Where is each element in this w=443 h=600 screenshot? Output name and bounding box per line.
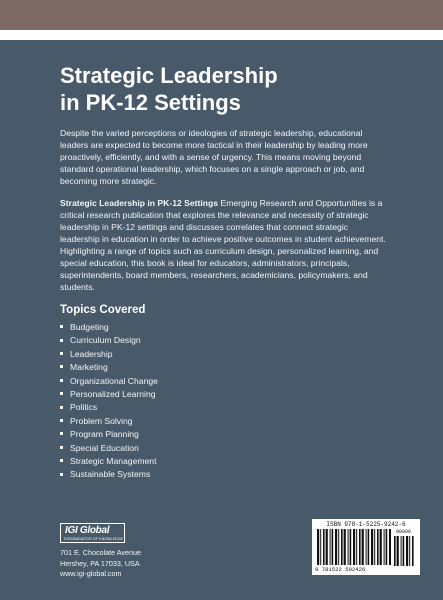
- topic-label: Personalized Learning: [70, 389, 156, 400]
- publisher-logo-name: IGI Global: [65, 525, 110, 536]
- barcode-bar: [406, 536, 408, 566]
- bullet-icon: [60, 406, 63, 409]
- publisher-logo-tagline: DISSEMINATOR OF KNOWLEDGE: [64, 537, 124, 541]
- topic-item: [60, 401, 158, 414]
- barcode-bar: [371, 529, 373, 565]
- topic-label: Leadership: [70, 348, 113, 359]
- barcode-bars: [317, 529, 391, 565]
- bullet-icon: [60, 352, 63, 355]
- topic-label: Marketing: [70, 362, 108, 373]
- topic-label: Budgeting: [70, 322, 109, 332]
- address-line-2: Hershey, PA 17033, USA: [60, 558, 140, 568]
- barcode-bar: [374, 529, 375, 565]
- topic-item: [60, 388, 158, 401]
- topic-label: Organizational Change: [70, 375, 158, 386]
- bullet-icon: [60, 473, 63, 476]
- topic-label: Program Planning: [70, 429, 139, 440]
- barcode-bar: [401, 536, 402, 566]
- barcode-bar: [389, 529, 391, 565]
- topic-label: Strategic Management: [70, 456, 157, 467]
- barcode-bar: [377, 529, 379, 565]
- barcode-bar: [362, 529, 364, 565]
- barcode-bar: [348, 529, 349, 565]
- barcode-bar: [386, 529, 388, 565]
- barcode-bar: [384, 529, 385, 565]
- intro-paragraph: Despite the varied perceptions or ideologies of strategic leadership, educational leaders are expected to become more tactical in their leadership by leading more proactively, efficiently, and with a sense of urgency. This means moving beyond standard operational leadership, which focuses on a single approach or job, and becoming more strategic.: [60, 128, 368, 186]
- barcode-bar: [403, 536, 405, 566]
- publisher-block: [60, 523, 141, 580]
- barcode-bar: [320, 529, 321, 565]
- bullet-icon: [60, 419, 63, 422]
- barcode-bar: [412, 536, 414, 566]
- book-title: [60, 62, 400, 116]
- barcode-bar: [397, 536, 399, 566]
- topic-item: [60, 468, 158, 481]
- topic-label: Problem Solving: [70, 415, 133, 426]
- topic-label: Special Education: [70, 442, 139, 453]
- barcode-bar: [344, 529, 346, 565]
- barcode-bar: [350, 529, 352, 565]
- topic-item: [60, 375, 158, 388]
- barcode-bar: [409, 536, 410, 566]
- topic-item: [60, 442, 158, 455]
- barcode-bar: [359, 529, 361, 565]
- topic-item: [60, 321, 158, 334]
- top-white-stripe: [0, 30, 443, 40]
- topic-item: [60, 415, 158, 428]
- barcode-price-code: 90000: [396, 529, 412, 535]
- barcode-bar: [356, 529, 357, 565]
- barcode-bar: [326, 529, 328, 565]
- bullet-icon: [60, 392, 63, 395]
- barcode-bar: [341, 529, 343, 565]
- topic-item: [60, 334, 158, 347]
- bullet-icon: [60, 446, 63, 449]
- bullet-icon: [60, 339, 63, 342]
- bullet-icon: [60, 379, 63, 382]
- topic-item: [60, 428, 158, 441]
- bullet-icon: [60, 365, 63, 368]
- barcode-bar: [366, 529, 367, 565]
- topic-label: Sustainable Systems: [70, 469, 151, 480]
- description-book-title: Strategic Leadership in PK-12 Settings: [60, 198, 219, 208]
- barcode-bar: [380, 529, 382, 565]
- topic-item: [60, 348, 158, 361]
- barcode-bar: [332, 529, 334, 565]
- barcode-bar: [323, 529, 325, 565]
- bullet-icon: [60, 325, 63, 328]
- topic-label: Curriculum Design: [70, 335, 141, 346]
- topic-label: Politics: [70, 402, 98, 413]
- barcode-bar: [353, 529, 355, 565]
- description-paragraph: [60, 197, 390, 293]
- barcode-number: 9 781522 592426: [315, 566, 366, 573]
- description-body: Emerging Research and Opportunities is a critical research publication that explores the relevance and necessity of strategic leadership in PK-12 settings and discusses correlates that connect strategic leadership in education in order to achieve positive outcomes in student achievement. Highlighting a range of topics such as curriculum design, personalized learning, and special education, this book is ideal for educators, administrators, principals, superintendents, board members, researchers, academicians, policymakers, and students.: [60, 198, 386, 292]
- topics-heading: Topics Covered: [60, 304, 146, 316]
- isbn-barcode: [312, 519, 420, 575]
- book-title-line-1: Strategic Leadership: [60, 63, 278, 88]
- barcode-supplement-bars: [394, 536, 414, 566]
- barcode-bar: [330, 529, 331, 565]
- top-border-band: [0, 0, 443, 30]
- topic-item: [60, 455, 158, 468]
- bullet-icon: [60, 459, 63, 462]
- barcode-bar: [368, 529, 370, 565]
- publisher-address: [60, 548, 141, 580]
- back-cover: [0, 40, 443, 600]
- topic-item: [60, 361, 158, 374]
- barcode-bar: [317, 529, 319, 565]
- barcode-bar: [335, 529, 337, 565]
- bullet-icon: [60, 432, 63, 435]
- publisher-website: www.igi-global.com: [60, 569, 122, 578]
- barcode-bar: [338, 529, 339, 565]
- barcode-bar: [394, 536, 396, 566]
- book-title-line-2: in PK-12 Settings: [60, 90, 241, 115]
- isbn-text: ISBN 978-1-5225-9242-6: [326, 521, 406, 528]
- publisher-logo: [60, 523, 125, 543]
- address-line-1: 701 E. Chocolate Avenue: [60, 548, 141, 557]
- topics-list: [60, 321, 158, 482]
